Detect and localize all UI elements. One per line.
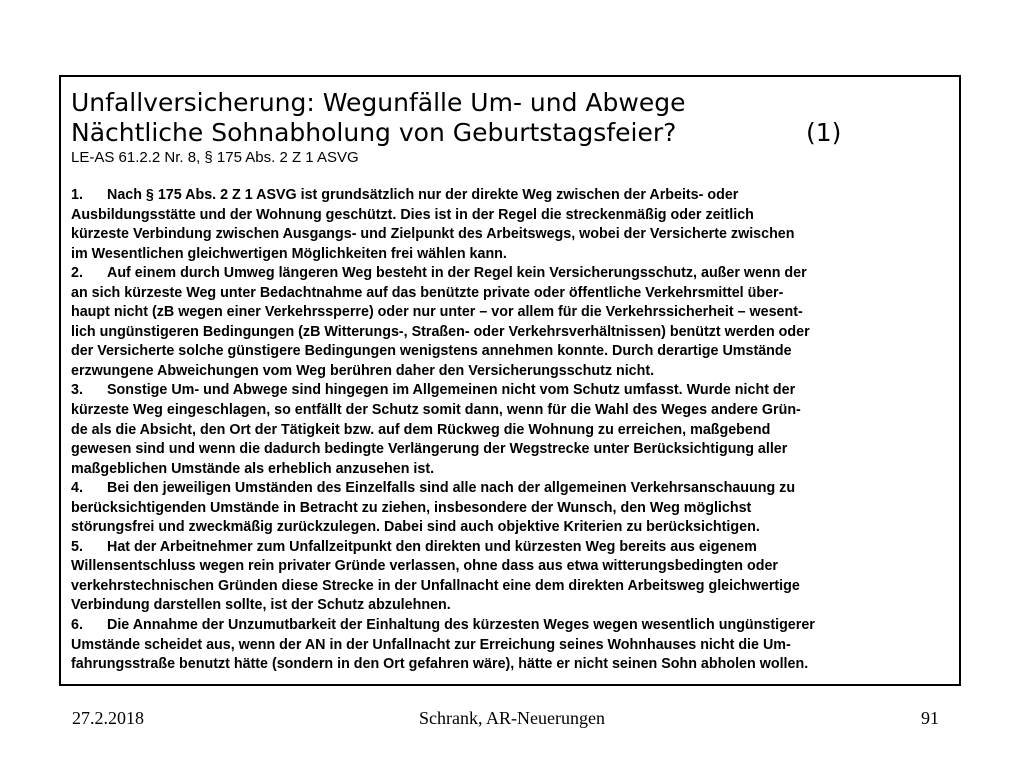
- paragraph-text: Auf einem durch Umweg längeren Weg besteht in der Regel kein Versicherungsschutz, außer wenn der: [107, 265, 807, 282]
- paragraph-line: [71, 636, 956, 656]
- paragraph-text: lich ungünstigeren Bedingungen (zB Witterungs-, Straßen- oder Verkehrsverhältnissen) benützt werden oder: [71, 323, 810, 340]
- paragraph-text: Umstände scheidet aus, wenn der AN in der Unfallnacht zur Erreichung seines Wohnhauses nicht die Um-: [71, 636, 791, 653]
- paragraph-line: [71, 596, 956, 616]
- paragraph-line: [71, 616, 956, 636]
- paragraph-line: [71, 206, 956, 226]
- paragraph-text: an sich kürzeste Weg unter Bedachtnahme auf das benützte private oder öffentliche Verkehrsmittel über-: [71, 284, 784, 301]
- paragraph-text: Die Annahme der Unzumutbarkeit der Einhaltung des kürzesten Weges wegen wesentlich ungünstigerer: [107, 617, 815, 634]
- paragraph-text: im Wesentlichen gleichwertigen Möglichkeiten frei wählen kann.: [71, 245, 507, 262]
- paragraph-line: [71, 186, 956, 206]
- paragraph-text: berücksichtigenden Umstände in Betracht zu ziehen, insbesondere der Wunsch, den Weg möglichst: [71, 499, 752, 516]
- paragraph-number: 4.: [71, 480, 83, 497]
- paragraph-text: gewesen sind und wenn die dadurch bedingte Verlängerung der Wegstrecke unter Berücksichtigung aller: [71, 441, 788, 458]
- paragraph-number: 5.: [71, 538, 83, 555]
- paragraph-line: [71, 518, 956, 538]
- paragraph-text: Sonstige Um- und Abwege sind hingegen im Allgemeinen nicht vom Schutz umfasst. Wurde nicht der: [107, 382, 796, 399]
- paragraph-text: de als die Absicht, den Ort der Tätigkeit bzw. auf dem Rückweg die Wohnung zu erreichen, maßgebend: [71, 421, 771, 438]
- paragraph-line: [71, 577, 956, 597]
- paragraph-text: verkehrstechnischen Gründen diese Strecke in der Unfallnacht eine dem direkten Arbeitsweg gleichwertige: [71, 577, 800, 594]
- paragraph-line: [71, 401, 956, 421]
- paragraph-line: [71, 460, 956, 480]
- slide-content: [71, 88, 956, 675]
- paragraph-line: [71, 440, 956, 460]
- paragraph-line: [71, 284, 956, 304]
- paragraph-number: 1.: [71, 187, 83, 203]
- paragraph-line: [71, 538, 956, 558]
- paragraph-text: Willensentschluss wegen rein privater Gründe verlassen, ohne dass aus etwa witterungsbedingten oder: [71, 558, 778, 575]
- paragraph-line: [71, 362, 956, 382]
- paragraph-line: [71, 245, 956, 265]
- paragraph-text: kürzeste Verbindung zwischen Ausgangs- und Zielpunkt des Arbeitswegs, wobei der Versicherte zwischen: [71, 226, 795, 243]
- slide-title-suffix: (1): [806, 118, 842, 147]
- paragraph-line: [71, 303, 956, 323]
- paragraph-line: [71, 381, 956, 401]
- paragraph-text: Nach § 175 Abs. 2 Z 1 ASVG ist grundsätzlich nur der direkte Weg zwischen der Arbeits- oder: [107, 187, 739, 203]
- legal-reference: LE-AS 61.2.2 Nr. 8, § 175 Abs. 2 Z 1 ASVG: [71, 149, 359, 166]
- paragraph-number: 3.: [71, 382, 83, 399]
- paragraph-text: Ausbildungsstätte und der Wohnung geschützt. Dies ist in der Regel die streckenmäßig oder zeitlich: [71, 206, 754, 223]
- paragraph-number: 6.: [71, 617, 83, 634]
- paragraph-text: der Versicherte solche günstigere Bedingungen wenigstens annehmen konnte. Durch derartige Umstände: [71, 343, 792, 360]
- footer-author: Schrank, AR-Neuerungen: [419, 708, 605, 728]
- slide-title-line2: Nächtliche Sohnabholung von Geburtstagsfeier?: [71, 118, 677, 147]
- paragraph-text: störungsfrei und zweckmäßig zurückzulegen. Dabei sind auch objektive Kriterien zu berücksichtigen.: [71, 519, 760, 536]
- paragraph-text: Hat der Arbeitnehmer zum Unfallzeitpunkt den direkten und kürzesten Weg bereits aus eigenem: [107, 538, 757, 555]
- paragraph-text: fahrungsstraße benutzt hätte (sondern in den Ort gefahren wäre), hätte er nicht seinen Sohn abholen wollen.: [71, 656, 809, 673]
- paragraph-list: [71, 186, 956, 675]
- paragraph-text: haupt nicht (zB wegen einer Verkehrssperre) oder nur unter – vor allem für die Verkehrssicherheit – wesent-: [71, 304, 803, 321]
- paragraph-line: [71, 225, 956, 245]
- paragraph-text: erzwungene Abweichungen vom Weg berühren daher den Versicherungsschutz nicht.: [71, 362, 655, 379]
- paragraph-line: [71, 655, 956, 675]
- paragraph-text: Verbindung darstellen sollte, ist der Schutz abzulehnen.: [71, 597, 451, 614]
- paragraph-line: [71, 323, 956, 343]
- paragraph-number: 2.: [71, 265, 83, 282]
- slide-title-line2-row: [71, 118, 956, 148]
- paragraph-line: [71, 479, 956, 499]
- slide-title-line1: Unfallversicherung: Wegunfälle Um- und Abwege: [71, 88, 686, 117]
- paragraph-text: kürzeste Weg eingeschlagen, so entfällt der Schutz somit dann, wenn für die Wahl des Weges andere Grün-: [71, 402, 801, 419]
- paragraph-line: [71, 557, 956, 577]
- footer-page-number: 91: [921, 708, 939, 728]
- paragraph-line: [71, 499, 956, 519]
- paragraph-line: [71, 342, 956, 362]
- paragraph-line: [71, 264, 956, 284]
- footer-date: 27.2.2018: [72, 708, 144, 728]
- paragraph-line: [71, 421, 956, 441]
- paragraph-text: maßgeblichen Umstände als erheblich anzusehen ist.: [71, 460, 435, 477]
- paragraph-text: Bei den jeweiligen Umständen des Einzelfalls sind alle nach der allgemeinen Verkehrsanschauung zu: [107, 480, 796, 497]
